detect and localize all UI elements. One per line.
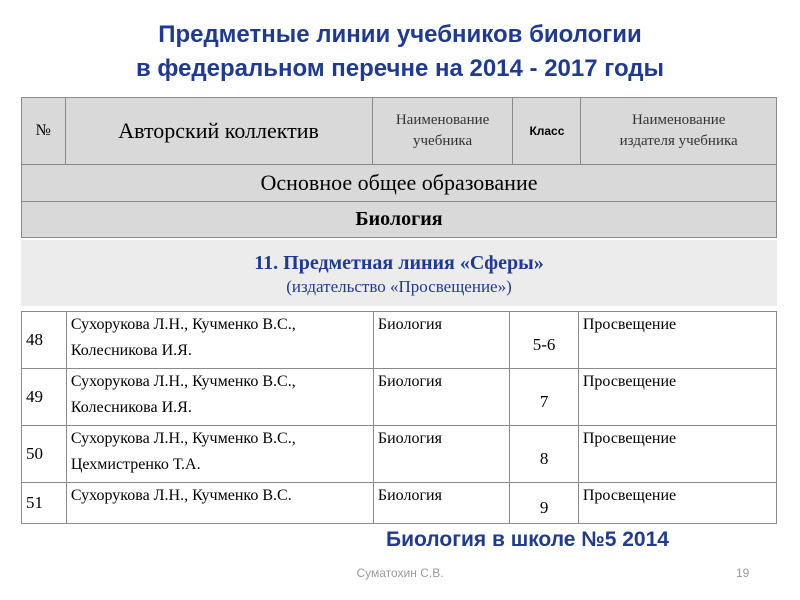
- table-row: [22, 369, 777, 426]
- header-authors: Авторский коллектив: [65, 98, 372, 165]
- row-textbook-name: Биология: [373, 312, 509, 369]
- row-num: 50: [22, 426, 67, 483]
- row-textbook-name: Биология: [373, 369, 509, 426]
- row-authors-line2: Колесникова И.Я.: [70, 342, 192, 359]
- table-row: [22, 426, 777, 483]
- row-authors-line1: Сухорукова Л.Н., Кучменко В.С.,: [70, 316, 296, 333]
- header-class: Класс: [513, 98, 581, 165]
- header-textbook-name-line1: Наименование: [395, 112, 490, 128]
- education-level: Основное общее образование: [22, 165, 777, 202]
- row-textbook-name: Биология: [373, 426, 509, 483]
- row-authors-line1: Сухорукова Л.Н., Кучменко В.С.,: [70, 430, 296, 447]
- subject-row: [22, 202, 777, 238]
- subject-line-box: [21, 240, 777, 306]
- row-authors: [66, 369, 373, 426]
- row-class: 8: [510, 426, 579, 483]
- header-publisher-line1: Наименование: [631, 112, 726, 128]
- header-textbook-name-line2: учебника: [413, 133, 473, 149]
- header-num: №: [22, 98, 66, 165]
- row-class: 5-6: [510, 312, 579, 369]
- row-authors-line1: Сухорукова Л.Н., Кучменко В.С.: [70, 487, 292, 504]
- header-table: [21, 97, 777, 238]
- row-publisher: Просвещение: [578, 369, 776, 426]
- header-row: [22, 98, 777, 165]
- education-level-row: [22, 165, 777, 202]
- table-row: [22, 312, 777, 369]
- row-num: 48: [22, 312, 67, 369]
- row-publisher: Просвещение: [578, 426, 776, 483]
- row-class: 7: [510, 369, 579, 426]
- page-title: [0, 18, 800, 86]
- footer-author: Суматохин С.В.: [356, 566, 444, 580]
- row-publisher: Просвещение: [578, 483, 776, 524]
- subject-name: Биология: [22, 202, 777, 238]
- school-caption: Биология в школе №5 2014: [386, 528, 669, 551]
- header-publisher: [581, 98, 777, 165]
- subject-line-title: 11. Предметная линия «Сферы»: [254, 252, 544, 274]
- row-authors-line1: Сухорукова Л.Н., Кучменко В.С.,: [70, 373, 296, 390]
- row-authors-line2: Колесникова И.Я.: [70, 399, 192, 416]
- row-textbook-name: Биология: [373, 483, 509, 524]
- row-num: 49: [22, 369, 67, 426]
- header-publisher-line2: издателя учебника: [619, 133, 738, 149]
- row-class: 9: [510, 483, 579, 524]
- row-publisher: Просвещение: [578, 312, 776, 369]
- table-row: [22, 483, 777, 524]
- textbook-table: [21, 311, 777, 524]
- row-authors: [66, 312, 373, 369]
- row-authors: [66, 426, 373, 483]
- page-title-line2: в федеральном перечне на 2014 - 2017 годы: [135, 55, 665, 82]
- subject-line-publisher: (издательство «Просвещение»): [286, 277, 512, 296]
- row-authors-line2: Цехмистренко Т.А.: [70, 456, 201, 473]
- header-textbook-name: [372, 98, 513, 165]
- row-num: 51: [22, 483, 67, 524]
- page-title-line1: Предметные линии учебников биологии: [158, 21, 642, 48]
- row-authors: [66, 483, 373, 524]
- page-number: 19: [736, 566, 750, 580]
